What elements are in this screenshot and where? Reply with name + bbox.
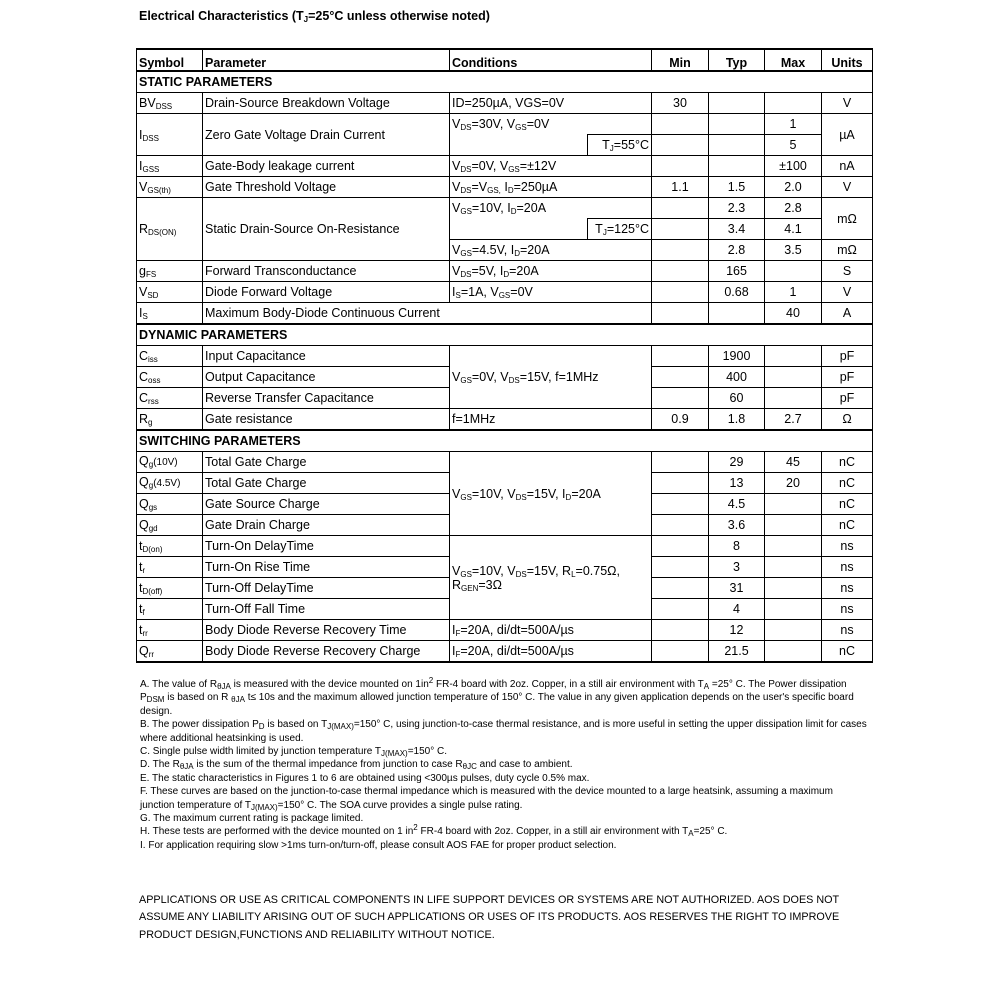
section-switching — [137, 430, 873, 452]
parameter-cell: Gate Threshold Voltage — [203, 177, 450, 198]
footnote-f: F. These curves are based on the junction-to-case thermal impedance which is measured with the device mounted to a large heatsink, assuming a maximum junction temperature of $T_{J(MAX)}=150^\circ$ C. The SOA curve provides a single pulse rating. — [140, 786, 833, 812]
units-cell: ns — [822, 599, 873, 620]
footnote-g: G. The maximum current rating is package limited. — [140, 813, 364, 825]
units-cell: nC — [822, 515, 873, 536]
units-cell: Ω — [822, 409, 873, 431]
footnote-a: A. The value of $R_{\theta JA}$ is measured with the device mounted on $1in^2$ FR-4 board with 2oz. Copper, in a still air environment with $T_A =25^\circ$ C. The Power dissipation $P_{DSM}$ is based on R $_{\theta JA}$ t≤ 10s and the maximum allowed junction temperature of 150° C. The value in any given application depends on the user's specific board design. — [140, 676, 854, 717]
max-cell — [765, 367, 822, 388]
typ-cell: 3 — [709, 557, 765, 578]
parameter-cell: Reverse Transfer Capacitance — [203, 388, 450, 409]
max-cell: 2.7 — [765, 409, 822, 431]
min-cell — [652, 219, 709, 240]
units-cell: pF — [822, 367, 873, 388]
section-static — [137, 71, 873, 93]
typ-cell: 2.3 — [709, 198, 765, 219]
units-cell: ns — [822, 620, 873, 641]
typ-cell: 1.8 — [709, 409, 765, 431]
symbol-cell: $BV_{DSS}$ — [137, 93, 203, 114]
parameter-cell: Body Diode Reverse Recovery Time — [203, 620, 450, 641]
symbol-cell: $I_S$ — [137, 303, 203, 325]
units-cell: mΩ — [822, 198, 873, 240]
max-cell — [765, 536, 822, 557]
parameter-cell: Gate-Body leakage current — [203, 156, 450, 177]
max-cell: 2.8 — [765, 198, 822, 219]
max-cell — [765, 641, 822, 663]
min-cell: 1.1 — [652, 177, 709, 198]
symbol-cell: $C_{iss}$ — [137, 346, 203, 367]
parameter-cell: Drain-Source Breakdown Voltage — [203, 93, 450, 114]
max-cell — [765, 620, 822, 641]
typ-cell: 12 — [709, 620, 765, 641]
typ-cell — [709, 156, 765, 177]
parameter-cell: Total Gate Charge — [203, 473, 450, 494]
parameter-cell: Total Gate Charge — [203, 452, 450, 473]
symbol-cell: $R_{DS(ON)}$ — [137, 198, 203, 261]
min-cell — [652, 452, 709, 473]
units-cell: ns — [822, 536, 873, 557]
parameter-cell: Zero Gate Voltage Drain Current — [203, 114, 450, 156]
table-row — [137, 93, 873, 114]
max-cell: 5 — [765, 135, 822, 156]
conditions-cell: $V_{GS}=0V$, $V_{DS}=15V$, f=1MHz — [450, 346, 652, 409]
parameter-cell: Body Diode Reverse Recovery Charge — [203, 641, 450, 663]
symbol-cell: $V_{SD}$ — [137, 282, 203, 303]
table-row — [137, 261, 873, 282]
typ-cell: 1900 — [709, 346, 765, 367]
symbol-cell: $Q_g(10V)$ — [137, 452, 203, 473]
units-cell: V — [822, 282, 873, 303]
min-cell: 0.9 — [652, 409, 709, 431]
symbol-cell: $t_r$ — [137, 557, 203, 578]
conditions-cell: $V_{DS}=0V$, $V_{GS}=\pm 12V$ — [450, 156, 652, 177]
units-cell: ns — [822, 557, 873, 578]
conditions-cell: $V_{GS}=10V$, $V_{DS}=15V$, $I_D=20A$ — [450, 452, 652, 536]
max-cell: 1 — [765, 114, 822, 135]
header-parameter: Parameter — [203, 49, 450, 71]
footnote-e: E. The static characteristics in Figures 1 to 6 are obtained using <300µs pulses, duty cycle 0.5% max. — [140, 772, 590, 784]
conditions-cell: $V_{GS}=10V$, $I_D=20A$ — [450, 198, 652, 219]
conditions-cell: ID=250µA, VGS=0V — [450, 93, 652, 114]
max-cell — [765, 346, 822, 367]
parameter-cell: Output Capacitance — [203, 367, 450, 388]
min-cell — [652, 367, 709, 388]
typ-cell — [709, 93, 765, 114]
tj-condition-cell: $T_J=125^\circ C$ — [588, 219, 652, 240]
parameter-cell: Maximum Body-Diode Continuous Current — [203, 303, 652, 325]
disclaimer: APPLICATIONS OR USE AS CRITICAL COMPONENTS IN LIFE SUPPORT DEVICES OR SYSTEMS ARE NOT AUTHORIZED. AOS DOES NOT ASSUME ANY LIABILITY ARISING OUT OF SUCH APPLICATIONS OR USES OF ITS PRODUCTS. AOS RESERVES THE RIGHT TO IMPROVE PRODUCT DESIGN,FUNCTIONS AND RELIABILITY WITHOUT NOTICE. — [139, 894, 840, 941]
max-cell — [765, 557, 822, 578]
typ-cell: 3.6 — [709, 515, 765, 536]
units-cell: nC — [822, 452, 873, 473]
units-cell: V — [822, 177, 873, 198]
header-typ: Typ — [709, 49, 765, 71]
typ-cell — [709, 303, 765, 325]
max-cell — [765, 578, 822, 599]
table-row — [137, 452, 873, 473]
symbol-cell: $I_{DSS}$ — [137, 114, 203, 156]
typ-cell: 400 — [709, 367, 765, 388]
typ-cell: 60 — [709, 388, 765, 409]
table-row — [137, 641, 873, 663]
symbol-cell: $V_{GS(th)}$ — [137, 177, 203, 198]
max-cell: 2.0 — [765, 177, 822, 198]
min-cell — [652, 536, 709, 557]
units-cell: S — [822, 261, 873, 282]
table-row — [137, 282, 873, 303]
typ-cell: 29 — [709, 452, 765, 473]
table-row — [137, 409, 873, 431]
min-cell — [652, 135, 709, 156]
table-header-row — [137, 49, 873, 71]
header-min: Min — [652, 49, 709, 71]
table-row — [137, 620, 873, 641]
section-label: SWITCHING PARAMETERS — [137, 430, 873, 452]
parameter-cell: Gate Drain Charge — [203, 515, 450, 536]
max-cell: 1 — [765, 282, 822, 303]
symbol-cell: $R_g$ — [137, 409, 203, 431]
electrical-characteristics-table — [136, 48, 873, 663]
units-cell: mΩ — [822, 240, 873, 261]
units-cell: µA — [822, 114, 873, 156]
max-cell: 20 — [765, 473, 822, 494]
typ-cell: 21.5 — [709, 641, 765, 663]
symbol-cell: $t_f$ — [137, 599, 203, 620]
tj-condition-cell: $T_J=55^\circ C$ — [588, 135, 652, 156]
max-cell — [765, 515, 822, 536]
min-cell — [652, 282, 709, 303]
conditions-cell — [450, 135, 588, 156]
conditions-cell: $I_S=1A$, $V_{GS}=0V$ — [450, 282, 652, 303]
conditions-cell: $V_{DS}=5V$, $I_D=20A$ — [450, 261, 652, 282]
footnote-d: D. The $R_{\theta JA}$ is the sum of the thermal impedance from junction to case $R_{\theta JC}$ and case to ambient. — [140, 759, 573, 772]
section-label: STATIC PARAMETERS — [137, 71, 873, 93]
table-row — [137, 346, 873, 367]
table-row — [137, 177, 873, 198]
min-cell — [652, 240, 709, 261]
typ-cell: 3.4 — [709, 219, 765, 240]
conditions-cell: $V_{GS}=4.5V$, $I_D=20A$ — [450, 240, 652, 261]
symbol-cell: $t_{D(off)}$ — [137, 578, 203, 599]
symbol-cell: $Q_{gs}$ — [137, 494, 203, 515]
min-cell — [652, 156, 709, 177]
typ-cell: 0.68 — [709, 282, 765, 303]
parameter-cell: Turn-Off DelayTime — [203, 578, 450, 599]
parameter-cell: Input Capacitance — [203, 346, 450, 367]
typ-cell: 8 — [709, 536, 765, 557]
conditions-cell — [450, 219, 588, 240]
header-symbol: Symbol — [137, 49, 203, 71]
typ-cell — [709, 114, 765, 135]
symbol-cell: $Q_{rr}$ — [137, 641, 203, 663]
min-cell — [652, 346, 709, 367]
typ-cell: 165 — [709, 261, 765, 282]
page-title: Electrical Characteristics ($T_J=25^\circ C$ unless otherwise noted) — [139, 9, 490, 24]
symbol-cell: $Q_{gd}$ — [137, 515, 203, 536]
table-row — [137, 198, 873, 219]
conditions-cell: $V_{DS}=30V$, $V_{GS}=0V$ — [450, 114, 652, 135]
parameter-cell: Turn-Off Fall Time — [203, 599, 450, 620]
header-max: Max — [765, 49, 822, 71]
parameter-cell: Turn-On DelayTime — [203, 536, 450, 557]
min-cell — [652, 578, 709, 599]
footnote-b: B. The power dissipation $P_D$ is based on $T_{J(MAX)}=150^\circ$ C, using junction-to-case thermal resistance, and is more useful in setting the upper dissipation limit for cases where additional heatsinking is used. — [140, 719, 867, 744]
parameter-cell: Diode Forward Voltage — [203, 282, 450, 303]
footnote-h: H. These tests are performed with the device mounted on 1 $in^2$ FR-4 board with 2oz. Copper, in a still air environment with $T_A=25^\circ$ C. — [140, 823, 728, 839]
max-cell — [765, 93, 822, 114]
units-cell: nC — [822, 494, 873, 515]
min-cell — [652, 473, 709, 494]
max-cell — [765, 599, 822, 620]
max-cell — [765, 261, 822, 282]
symbol-cell: $t_{rr}$ — [137, 620, 203, 641]
typ-cell: 1.5 — [709, 177, 765, 198]
parameter-cell: Static Drain-Source On-Resistance — [203, 198, 450, 261]
section-dynamic — [137, 324, 873, 346]
max-cell: 3.5 — [765, 240, 822, 261]
min-cell — [652, 494, 709, 515]
parameter-cell: Gate resistance — [203, 409, 450, 431]
symbol-cell: $t_{D(on)}$ — [137, 536, 203, 557]
conditions-cell: $V_{GS}=10V$, $V_{DS}=15V$, $R_L=0.75\Omega$, $R_{GEN}=3\Omega$ — [450, 536, 652, 620]
section-label: DYNAMIC PARAMETERS — [137, 324, 873, 346]
max-cell — [765, 388, 822, 409]
typ-cell: 4 — [709, 599, 765, 620]
min-cell — [652, 515, 709, 536]
units-cell: A — [822, 303, 873, 325]
units-cell: V — [822, 93, 873, 114]
parameter-cell: Gate Source Charge — [203, 494, 450, 515]
conditions-cell: $V_{DS}=V_{GS,}$ $I_D=250\mu A$ — [450, 177, 652, 198]
min-cell — [652, 388, 709, 409]
header-units: Units — [822, 49, 873, 71]
table-row — [137, 156, 873, 177]
min-cell — [652, 620, 709, 641]
typ-cell: 13 — [709, 473, 765, 494]
units-cell: ns — [822, 578, 873, 599]
footnotes — [140, 678, 870, 852]
parameter-cell: Turn-On Rise Time — [203, 557, 450, 578]
max-cell: 45 — [765, 452, 822, 473]
table-row — [137, 303, 873, 325]
min-cell — [652, 261, 709, 282]
min-cell — [652, 557, 709, 578]
max-cell — [765, 494, 822, 515]
typ-cell: 31 — [709, 578, 765, 599]
table-row — [137, 536, 873, 557]
units-cell: nA — [822, 156, 873, 177]
min-cell — [652, 641, 709, 663]
parameter-cell: Forward Transconductance — [203, 261, 450, 282]
max-cell: ±100 — [765, 156, 822, 177]
symbol-cell: $C_{rss}$ — [137, 388, 203, 409]
max-cell: 4.1 — [765, 219, 822, 240]
table-row — [137, 114, 873, 135]
symbol-cell: $g_{FS}$ — [137, 261, 203, 282]
units-cell: nC — [822, 641, 873, 663]
conditions-cell: f=1MHz — [450, 409, 652, 431]
min-cell: 30 — [652, 93, 709, 114]
symbol-cell: $Q_g(4.5V)$ — [137, 473, 203, 494]
conditions-cell: $I_F=20A$, di/dt=500A/µs — [450, 641, 652, 663]
conditions-cell: $I_F=20A$, di/dt=500A/µs — [450, 620, 652, 641]
symbol-cell: $I_{GSS}$ — [137, 156, 203, 177]
typ-cell: 4.5 — [709, 494, 765, 515]
min-cell — [652, 114, 709, 135]
units-cell: pF — [822, 346, 873, 367]
footnote-i: I. For application requiring slow >1ms turn-on/turn-off, please consult AOS FAE for proper product selection. — [140, 839, 617, 851]
min-cell — [652, 599, 709, 620]
min-cell — [652, 303, 709, 325]
footnote-c: C. Single pulse width limited by junction temperature $T_{J(MAX)}=150^\circ$ C. — [140, 746, 448, 759]
header-conditions: Conditions — [450, 49, 652, 71]
min-cell — [652, 198, 709, 219]
typ-cell — [709, 135, 765, 156]
symbol-cell: $C_{oss}$ — [137, 367, 203, 388]
max-cell: 40 — [765, 303, 822, 325]
typ-cell: 2.8 — [709, 240, 765, 261]
units-cell: pF — [822, 388, 873, 409]
units-cell: nC — [822, 473, 873, 494]
